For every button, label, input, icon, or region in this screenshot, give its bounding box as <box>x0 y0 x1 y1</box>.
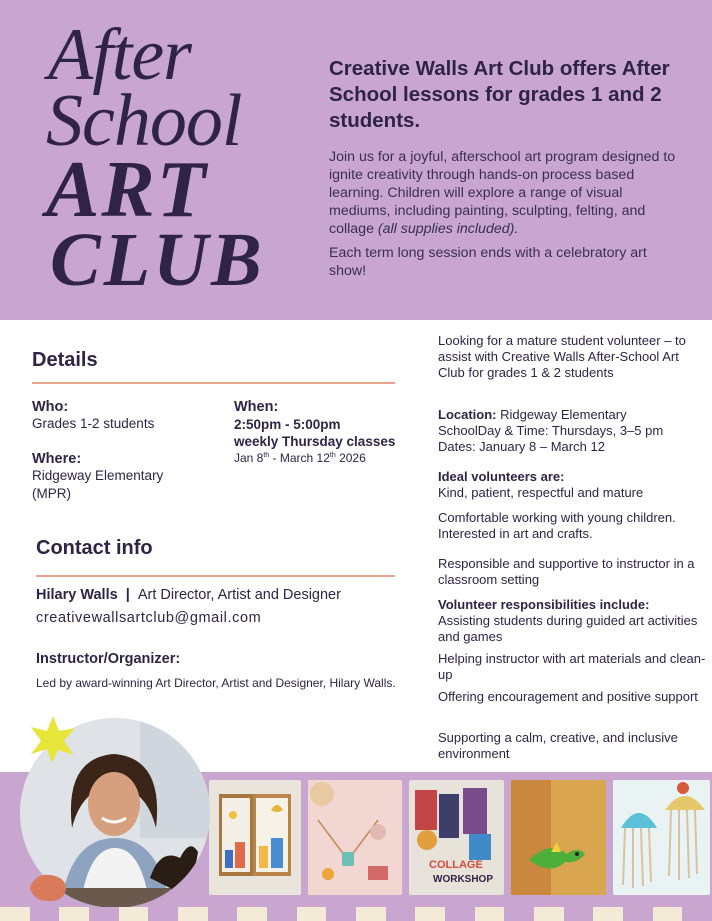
headline: Creative Walls Art Club offers After School lessons for grades 1 and 2 students. <box>329 57 670 132</box>
volunteer-dates: Dates: January 8 – March 12 <box>438 439 605 454</box>
stripe-segment <box>415 907 445 921</box>
ideal-item: Kind, patient, respectful and mature <box>438 485 644 500</box>
stripe-segment <box>564 907 594 921</box>
contact-separator: | <box>125 587 130 603</box>
contact-heading: Contact info <box>36 537 153 559</box>
bottom-stripes <box>0 907 712 921</box>
stripe-segment <box>504 907 534 921</box>
ideal-item: Responsible and supportive to instructor in a classroom setting <box>438 556 695 587</box>
stripe-segment <box>593 907 623 921</box>
when-frequency: weekly Thursday classes <box>234 434 396 449</box>
stripe-segment <box>0 907 30 921</box>
contact-email[interactable]: creativewallsartclub@gmail.com <box>36 610 262 626</box>
stripe-segment <box>534 907 564 921</box>
blob-decoration <box>28 873 68 903</box>
responsibility-item: Helping instructor with art materials and clean-up <box>438 651 706 682</box>
details-heading: Details <box>32 349 98 371</box>
supplies-note: (all supplies included). <box>377 221 519 237</box>
stripe-segment <box>682 907 712 921</box>
instructor-label: Instructor/Organizer: <box>36 651 181 667</box>
volunteer-schedule: SchoolDay & Time: Thursdays, 3–5 pm <box>438 423 664 438</box>
stripe-segment <box>653 907 683 921</box>
contact-name: Hilary Walls <box>36 587 118 603</box>
lantern-photo <box>209 780 301 895</box>
stripe-segment <box>297 907 327 921</box>
title-art: ART <box>46 146 208 234</box>
collage-text: COLLAGE <box>429 859 483 871</box>
stripe-segment <box>356 907 386 921</box>
when-time: 2:50pm - 5:00pm <box>234 417 341 432</box>
stripe-segment <box>119 907 149 921</box>
intro-closing: Each term long session ends with a celebratory art show! <box>329 245 647 279</box>
stripe-segment <box>326 907 356 921</box>
stripe-segment <box>59 907 89 921</box>
volunteer-intro: Looking for a mature student volunteer – to assist with Creative Walls After-School Art Club for grades 1 & 2 students <box>438 333 686 380</box>
who-label: Who: <box>32 399 69 415</box>
stripe-segment <box>148 907 178 921</box>
where-value-line2: (MPR) <box>32 486 71 501</box>
stripe-segment <box>178 907 208 921</box>
instructor-text: Led by award-winning Art Director, Artist and Designer, Hilary Walls. <box>36 676 396 690</box>
when-label: When: <box>234 399 279 415</box>
collage-workshop-photo <box>409 780 504 895</box>
responsibility-item: Offering encouragement and positive support <box>438 689 698 704</box>
responsibilities-label: Volunteer responsibilities include: <box>438 597 650 612</box>
star-decoration <box>28 714 78 764</box>
location-label: Location: <box>438 407 497 422</box>
jellyfish-photo <box>613 780 710 895</box>
where-value-line1: Ridgeway Elementary <box>32 468 164 483</box>
intro-paragraph <box>329 148 684 238</box>
responsibility-item: Assisting students during guided art activities and games <box>438 613 698 644</box>
where-label: Where: <box>32 451 82 467</box>
contact-name-line <box>36 587 341 603</box>
who-value: Grades 1-2 students <box>32 416 155 431</box>
stripe-segment <box>623 907 653 921</box>
ideal-item: Comfortable working with young children. Interested in art and crafts. <box>438 510 676 541</box>
stripe-segment <box>30 907 60 921</box>
pendant-photo <box>308 780 402 895</box>
stripe-segment <box>267 907 297 921</box>
title-club: CLUB <box>50 218 265 302</box>
stripe-segment <box>386 907 416 921</box>
responsibility-item: Supporting a calm, creative, and inclusive environment <box>438 730 678 761</box>
location-value: Ridgeway Elementary <box>500 407 627 422</box>
stripe-segment <box>208 907 238 921</box>
volunteer-location <box>438 407 706 423</box>
contact-role: Art Director, Artist and Designer <box>137 587 341 603</box>
ideal-label: Ideal volunteers are: <box>438 469 565 484</box>
details-divider <box>32 382 395 384</box>
stripe-segment <box>237 907 267 921</box>
title-school: School <box>46 80 242 162</box>
workshop-text: WORKSHOP <box>433 874 493 885</box>
stripe-segment <box>89 907 119 921</box>
intro-text: Join us for a joyful, afterschool art program designed to ignite creativity through hands-on process based learning. Children will explore a range of visual mediums, including painting, sculpting, felting, and collage <box>329 149 676 237</box>
when-dates: Jan 8th - March 12th 2026 <box>234 451 366 465</box>
stripe-segment <box>475 907 505 921</box>
felt-dragon-photo <box>511 780 606 895</box>
title-after: After <box>48 14 191 96</box>
stripe-segment <box>445 907 475 921</box>
contact-divider <box>36 575 395 577</box>
